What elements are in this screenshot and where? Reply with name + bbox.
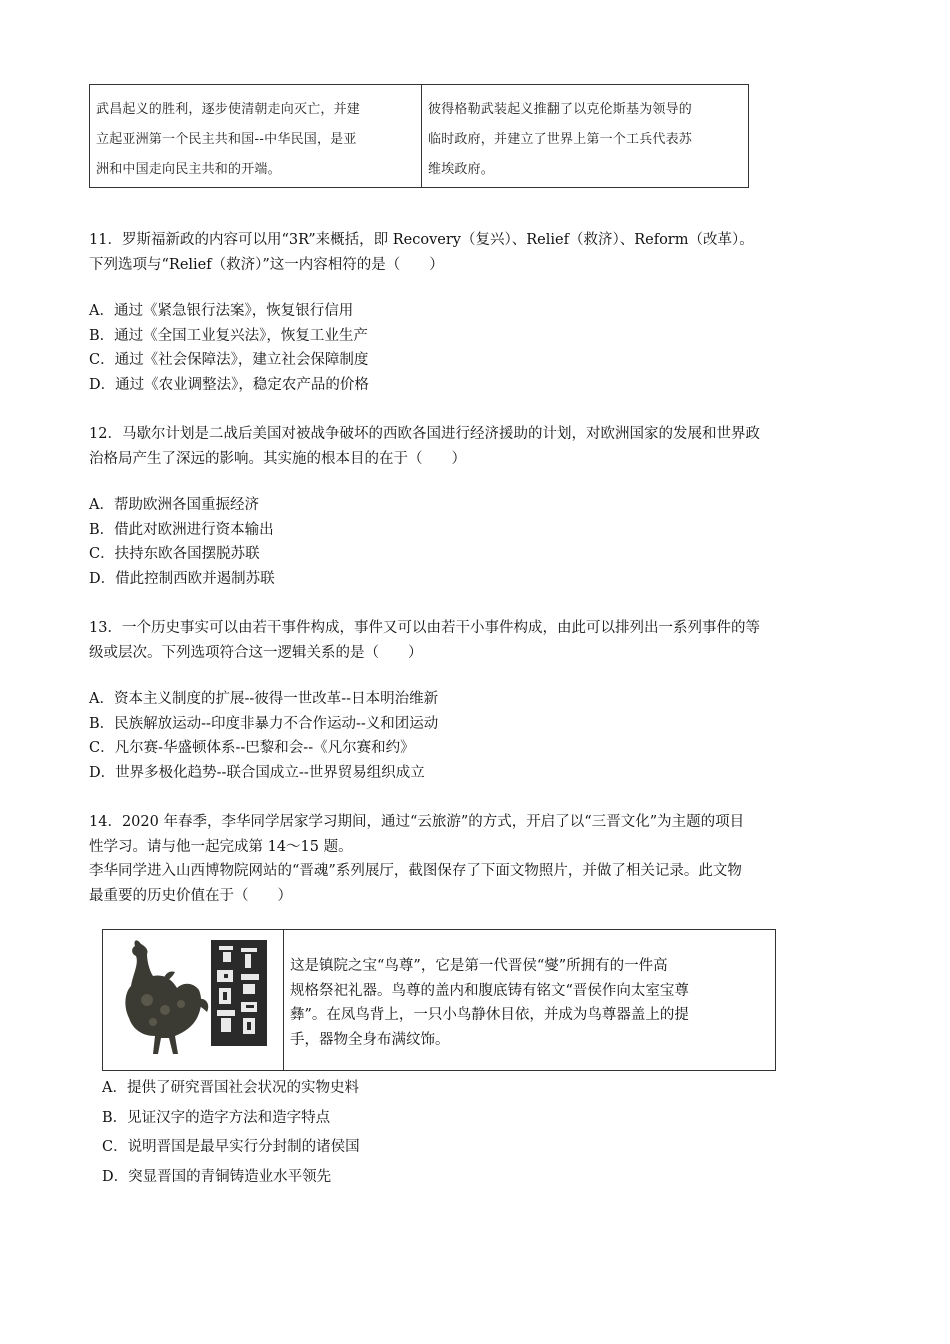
table-line: 洲和中国走向民主共和的开端。 [96, 162, 281, 177]
stem-line: 性学习。请与他一起完成第 14～15 题。 [89, 838, 353, 855]
option-b: B．通过《全国工业复兴法》，恢复工业生产 [89, 327, 368, 344]
question-13-options [89, 687, 438, 785]
option-c: C．凡尔赛-华盛顿体系--巴黎和会--《凡尔赛和约》 [89, 740, 415, 756]
artifact-table [102, 929, 776, 1071]
description-line: 彝”。在凤鸟背上，一只小鸟静休目依，并成为鸟尊器盖上的提 [290, 1007, 689, 1023]
description-line: 规格祭祀礼器。鸟尊的盖内和腹底铸有铭文“晋侯作向太室宝尊 [290, 982, 689, 999]
option-b: B．民族解放运动--印度非暴力不合作运动--义和团运动 [89, 715, 439, 732]
table-line: 临时政府，并建立了世界上第一个工兵代表苏 [428, 132, 693, 147]
revolution-comparison-table [89, 84, 749, 188]
artifact-description [284, 930, 775, 1070]
option-c: C．说明晋国是最早实行分封制的诸侯国 [102, 1139, 360, 1155]
question-14-stem [89, 810, 864, 908]
question-12-options [89, 493, 275, 591]
option-b: B．借此对欧洲进行资本输出 [89, 521, 274, 538]
stem-line: 治格局产生了深远的影响。其实施的根本目的在于（ ） [89, 450, 466, 467]
question-14-options [102, 1074, 360, 1192]
option-d: D．借此控制西欧并遏制苏联 [89, 570, 275, 587]
option-d: D．突显晋国的青铜铸造业水平领先 [102, 1168, 332, 1185]
option-a: A．通过《紧急银行法案》，恢复银行信用 [89, 303, 354, 319]
petrograd-uprising-cell [422, 85, 748, 187]
stem-line: 最重要的历史价值在于（ ） [89, 887, 292, 904]
stem-line: 下列选项与“Relief（救济）”这一内容相符的是（ ） [89, 256, 444, 273]
option-d: D．世界多极化趋势--联合国成立--世界贸易组织成立 [89, 764, 425, 781]
stem-line: 11．罗斯福新政的内容可以用“3R”来概括，即 Recovery（复兴）、Relief（救济）、Reform（改革）。 [89, 232, 754, 248]
question-13-stem [89, 616, 864, 665]
stem-line: 14．2020 年春季，李华同学居家学习期间，通过“云旅游”的方式，开启了以“三晋文化”为主题的项目 [89, 814, 745, 830]
question-11-options [89, 299, 369, 397]
option-d: D．通过《农业调整法》，稳定农产品的价格 [89, 376, 369, 393]
bird-zun-photo [103, 930, 284, 1070]
option-b: B．见证汉字的造字方法和造字特点 [102, 1109, 331, 1126]
option-a: A．帮助欧洲各国重振经济 [89, 497, 259, 513]
stem-line: 13．一个历史事实可以由若干事件构成，事件又可以由若干小事件构成，由此可以排列出一系列事件的等 [89, 620, 760, 636]
option-a: A．提供了研究晋国社会状况的实物史料 [102, 1080, 359, 1096]
stem-line: 级或层次。下列选项符合这一逻辑关系的是（ ） [89, 644, 423, 661]
bird-zun-image [103, 930, 282, 1069]
table-line: 立起亚洲第一个民主共和国--中华民国，是亚 [96, 132, 357, 147]
stem-line: 李华同学进入山西博物院网站的“晋魂”系列展厅，截图保存了下面文物照片，并做了相关记录。此文物 [89, 863, 742, 879]
question-12-stem [89, 422, 864, 471]
option-a: A．资本主义制度的扩展--彼得一世改革--日本明治维新 [89, 691, 439, 707]
table-line: 彼得格勒武装起义推翻了以克伦斯基为领导的 [428, 102, 693, 117]
description-line: 这是镇院之宝“鸟尊”，它是第一代晋侯“燮”所拥有的一件高 [290, 958, 668, 974]
wuchang-uprising-cell [90, 85, 422, 187]
table-line: 维埃政府。 [428, 162, 495, 177]
question-11-stem [89, 228, 864, 277]
stem-line: 12．马歇尔计划是二战后美国对被战争破坏的西欧各国进行经济援助的计划，对欧洲国家的发展和世界政 [89, 426, 760, 442]
table-line: 武昌起义的胜利，逐步使清朝走向灭亡，并建 [96, 102, 361, 117]
option-c: C．扶持东欧各国摆脱苏联 [89, 546, 260, 562]
option-c: C．通过《社会保障法》，建立社会保障制度 [89, 352, 369, 368]
description-line: 手，器物全身布满纹饰。 [290, 1031, 450, 1048]
